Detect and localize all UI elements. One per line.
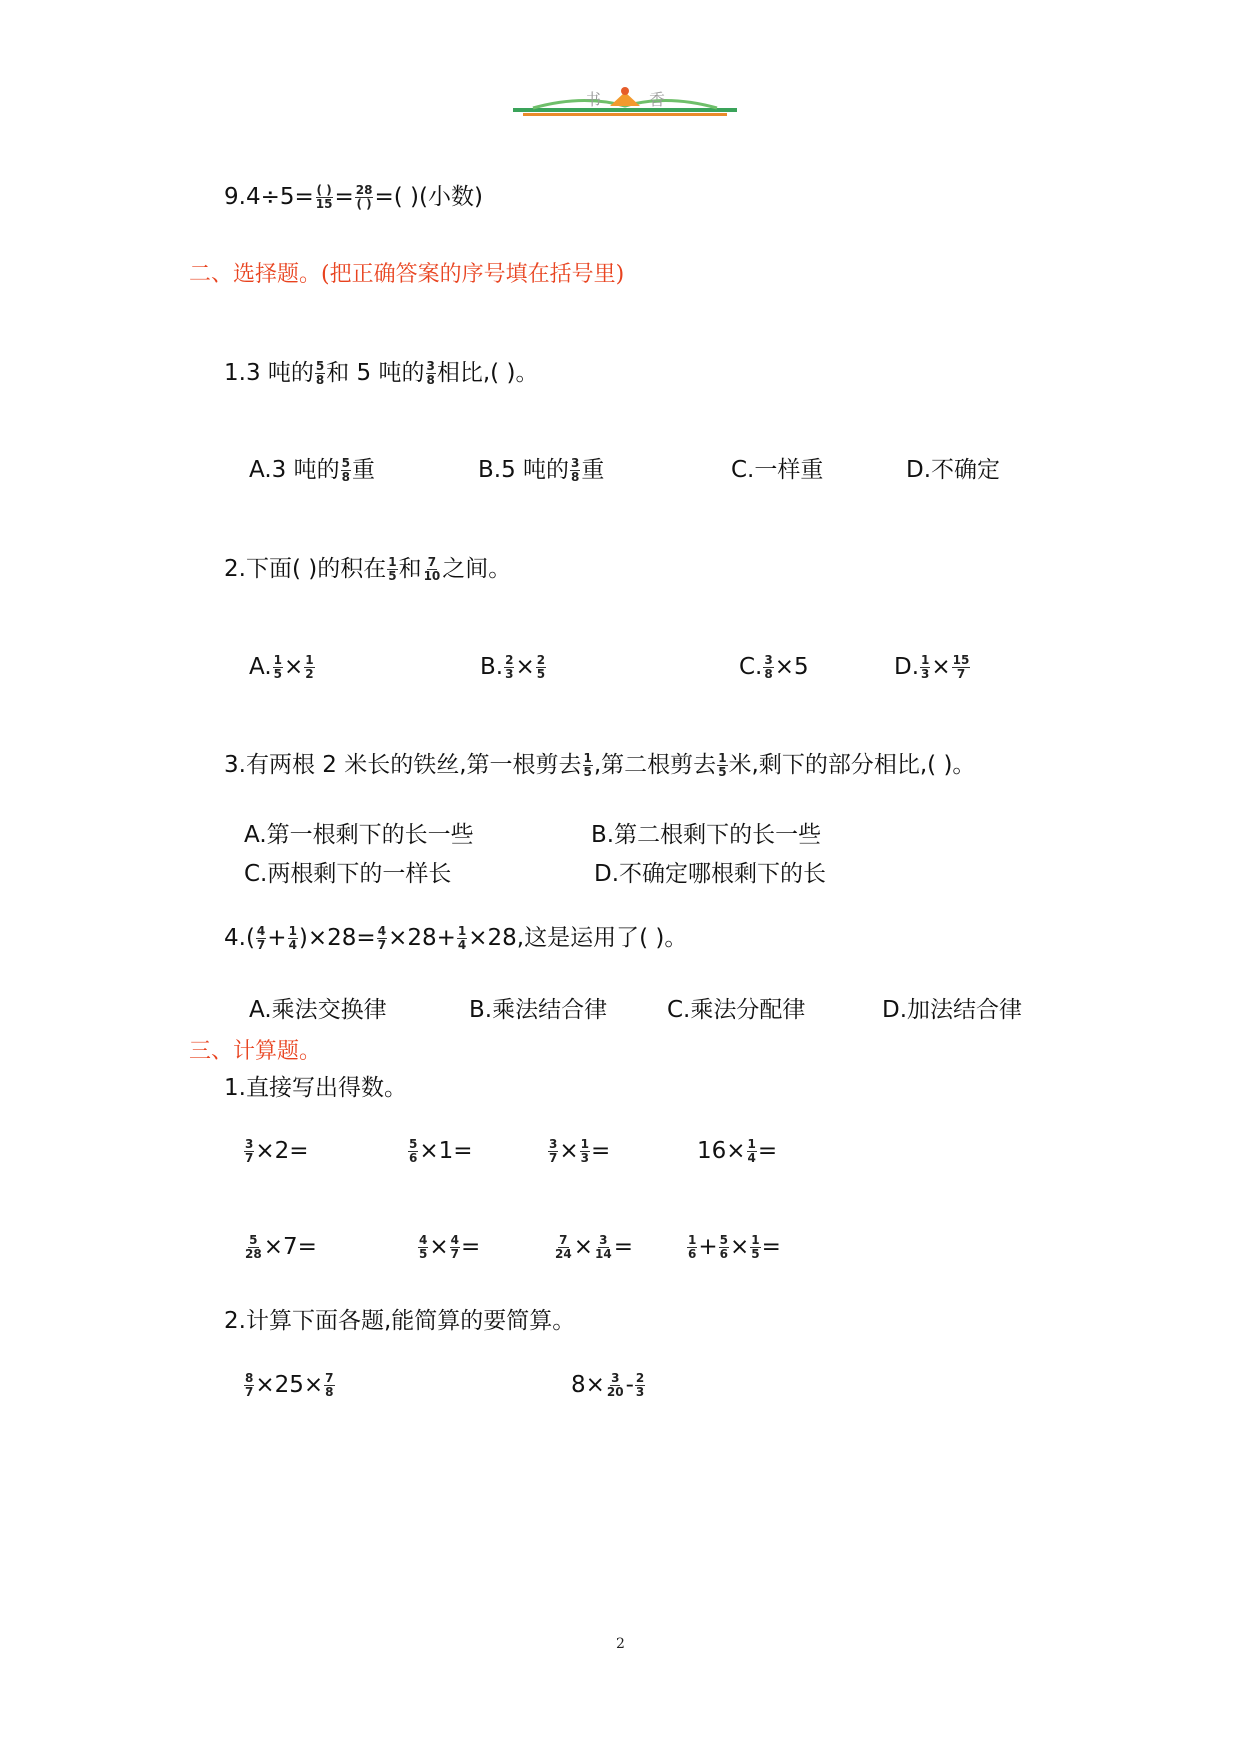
question-1: 1.3 吨的 $\frac{5}{8}$ 和 5 吨的 $\frac{3}{8}$ 相比,( )。 (224, 359, 539, 387)
calc-item[interactable]: $\frac{1}{6}$ + $\frac{5}{6}$ × $\frac{1}{5}$ = (688, 1233, 781, 1261)
fraction: $\frac{1}{3}$ (921, 653, 930, 681)
fraction: $\frac{4}{7}$ (450, 1233, 459, 1261)
fraction: $\frac{3}{7}$ (549, 1137, 558, 1165)
calc-item[interactable]: $\frac{5}{6}$ ×1= (409, 1137, 473, 1165)
fraction: $\frac{1}{3}$ (580, 1137, 589, 1165)
fraction: $\frac{5}{8}$ (341, 456, 350, 484)
fraction: $\frac{4}{5}$ (419, 1233, 428, 1261)
question-decimal-fraction: 9.4÷5= $\frac{( )}{15}$ = $\frac{28}{( )}$ =( )(小数) (224, 183, 483, 211)
q1-option-a[interactable]: A.3 吨的 $\frac{5}{8}$ 重 (249, 456, 375, 484)
fraction: $\frac{2}{3}$ (505, 653, 514, 681)
fraction: $\frac{1}{5}$ (583, 751, 592, 779)
q1-option-d[interactable]: D.不确定 (906, 457, 1001, 483)
calc-2-title: 2.计算下面各题,能简算的要简算。 (224, 1308, 576, 1334)
fraction: $\frac{5}{8}$ (315, 359, 325, 387)
calc-1-title: 1.直接写出得数。 (224, 1075, 407, 1101)
fraction: $\frac{3}{20}$ (606, 1371, 624, 1399)
fraction: $\frac{7}{8}$ (325, 1371, 334, 1399)
fraction: $\frac{5}{28}$ (245, 1233, 262, 1261)
calc-item[interactable]: 16× $\frac{1}{4}$ = (697, 1137, 778, 1165)
q1-option-b[interactable]: B.5 吨的 $\frac{3}{8}$ 重 (478, 456, 605, 484)
question-4: 4.( $\frac{4}{7}$ + $\frac{1}{4}$ )×28= $\frac{4}{7}$ ×28+ $\frac{1}{4}$ ×28,这是运用了( )。 (224, 924, 688, 952)
fraction: $\frac{4}{7}$ (256, 924, 266, 952)
fraction: $\frac{4}{7}$ (377, 924, 387, 952)
section-title-calculation: 三、计算题。 (189, 1039, 322, 1064)
fraction: $\frac{3}{8}$ (426, 359, 435, 387)
fraction: $\frac{2}{3}$ (635, 1371, 645, 1399)
logo-text-2: 香 (649, 90, 666, 109)
calc-item[interactable]: $\frac{5}{28}$ ×7= (245, 1233, 317, 1261)
fraction: $\frac{5}{6}$ (409, 1137, 418, 1165)
calc-item[interactable]: $\frac{3}{7}$ ×2= (245, 1137, 309, 1165)
q3-option-b[interactable]: B.第二根剩下的长一些 (591, 822, 822, 848)
calc-item[interactable]: $\frac{4}{5}$ × $\frac{4}{7}$ = (419, 1233, 481, 1261)
calc-expression[interactable]: 8× $\frac{3}{20}$ - $\frac{2}{3}$ (571, 1371, 645, 1399)
q4-option-a[interactable]: A.乘法交换律 (249, 997, 387, 1023)
fraction: $\frac{1}{5}$ (751, 1233, 760, 1261)
page-number: 2 (616, 1636, 625, 1652)
calc-expression[interactable]: $\frac{8}{7}$ ×25× $\frac{7}{8}$ (245, 1371, 334, 1399)
logo (513, 86, 737, 120)
fraction: $\frac{1}{4}$ (457, 924, 467, 952)
q3-option-a[interactable]: A.第一根剩下的长一些 (244, 822, 474, 848)
fraction: $\frac{1}{4}$ (288, 924, 297, 952)
fraction: $\frac{( )}{15}$ (315, 183, 333, 211)
calc-item[interactable]: $\frac{3}{7}$ × $\frac{1}{3}$ = (549, 1137, 611, 1165)
fraction: $\frac{5}{6}$ (719, 1233, 728, 1261)
fraction: $\frac{1}{5}$ (273, 653, 282, 681)
q2-option-d[interactable]: D. $\frac{1}{3}$ × $\frac{15}{7}$ (894, 653, 970, 681)
fraction: $\frac{3}{14}$ (594, 1233, 612, 1261)
question-3: 3.有两根 2 米长的铁丝,第一根剪去 $\frac{1}{5}$ ,第二根剪去 $\frac{1}{5}$ 米,剩下的部分相比,( )。 (224, 751, 976, 779)
open-book-logo (513, 86, 737, 120)
q3-option-d[interactable]: D.不确定哪根剩下的长 (594, 861, 827, 887)
fraction: $\frac{7}{24}$ (555, 1233, 572, 1261)
fraction: $\frac{8}{7}$ (245, 1371, 254, 1399)
fraction: $\frac{1}{5}$ (388, 555, 397, 583)
q2-option-c[interactable]: C. $\frac{3}{8}$ ×5 (739, 653, 809, 681)
fraction: $\frac{1}{5}$ (718, 751, 727, 779)
fraction: $\frac{28}{( )}$ (355, 183, 373, 211)
fraction: $\frac{3}{7}$ (245, 1137, 254, 1165)
fraction: $\frac{3}{8}$ (571, 456, 580, 484)
q1-option-c[interactable]: C.一样重 (731, 457, 824, 483)
q2-option-b[interactable]: B. $\frac{2}{3}$ × $\frac{2}{5}$ (480, 653, 546, 681)
q2-option-a[interactable]: A. $\frac{1}{5}$ × $\frac{1}{2}$ (249, 653, 314, 681)
q4-option-b[interactable]: B.乘法结合律 (469, 997, 608, 1023)
q4-option-d[interactable]: D.加法结合律 (882, 997, 1023, 1023)
fraction: $\frac{7}{10}$ (423, 555, 441, 583)
fraction: $\frac{1}{4}$ (747, 1137, 756, 1165)
fraction: $\frac{1}{6}$ (688, 1233, 697, 1261)
calc-item[interactable]: $\frac{7}{24}$ × $\frac{3}{14}$ = (555, 1233, 633, 1261)
fraction: $\frac{2}{5}$ (536, 653, 546, 681)
fraction: $\frac{15}{7}$ (952, 653, 970, 681)
section-title-choice: 二、选择题。(把正确答案的序号填在括号里) (189, 262, 625, 287)
q-top-prefix: 9.4÷5= (224, 184, 314, 210)
q3-option-c[interactable]: C.两根剩下的一样长 (244, 861, 452, 887)
question-2: 2.下面( )的积在 $\frac{1}{5}$ 和 $\frac{7}{10}$ 之间。 (224, 555, 512, 583)
fraction: $\frac{3}{8}$ (764, 653, 773, 681)
logo-text-1: 书 (585, 90, 602, 109)
fraction: $\frac{1}{2}$ (305, 653, 314, 681)
q4-option-c[interactable]: C.乘法分配律 (667, 997, 806, 1023)
